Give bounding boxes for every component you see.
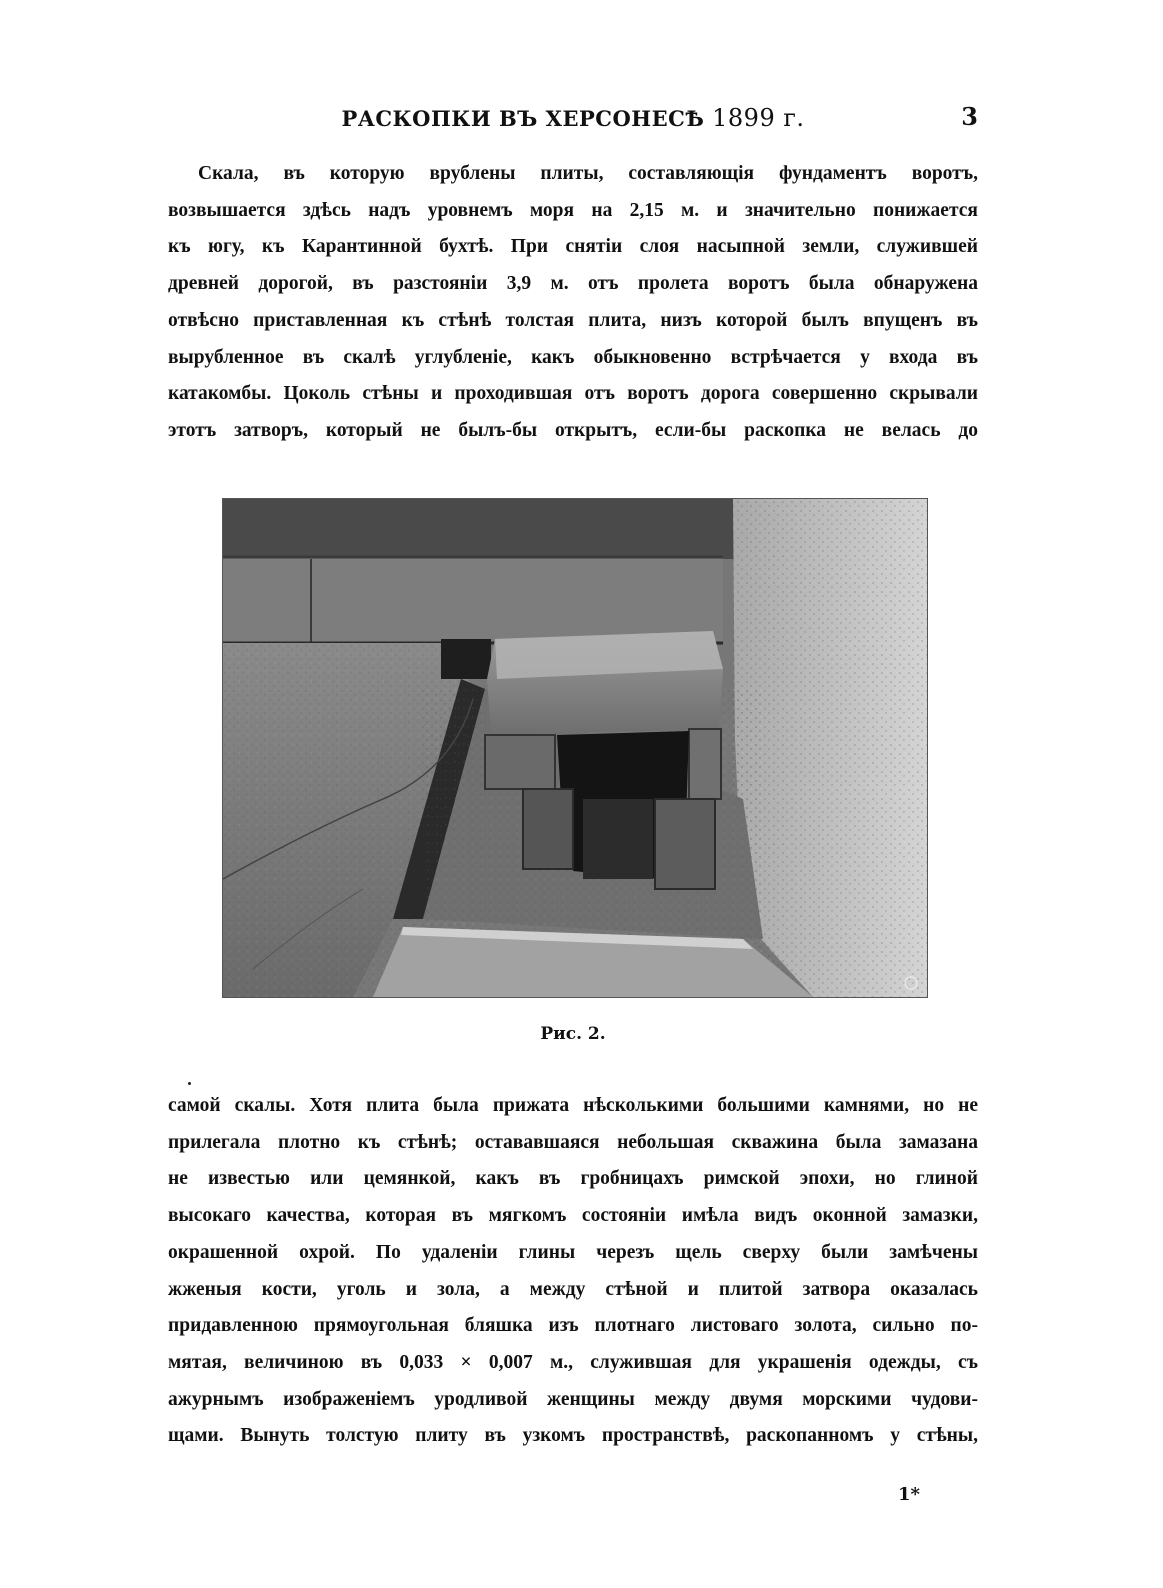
text-line: ажурнымъ изображеніемъ уродливой женщины между двумя морскими чудови-: [168, 1388, 978, 1410]
signature-mark: 1*: [898, 1484, 920, 1505]
text-line: катакомбы. Цоколь стѣны и проходившая отъ воротъ дорога совершенно скрывали: [168, 383, 978, 405]
left-jamb: [485, 735, 555, 789]
figure-caption: Рис. 2.: [540, 1024, 606, 1044]
page-header: [168, 104, 978, 134]
text-line: самой скалы. Хотя плита была прижата нѣсколькими большими камнями, но не: [168, 1095, 978, 1116]
text-line: Скала, въ которую врублены плиты, составляющія фундаментъ воротъ,: [198, 163, 978, 184]
text-line: щами. Вынуть толстую плиту въ узкомъ пространствѣ, раскопанномъ у стѣны,: [168, 1425, 978, 1447]
paragraph-2: [168, 1088, 978, 1455]
text-line: не известью или цемянкой, какъ въ гробницахъ римской эпохи, но глиной: [168, 1168, 978, 1190]
text-line: придавленною прямоугольная бляшка изъ плотнаго листоваго золота, сильно по-: [168, 1315, 978, 1337]
page-number: 3: [961, 102, 978, 131]
text-line: мятая, величиною въ 0,033 × 0,007 м., служившая для украшенія одежды, съ: [168, 1351, 978, 1373]
running-title-text: РАСКОПКИ ВЪ ХЕРСОНЕСѢ: [341, 106, 705, 131]
running-title-year: 1899 г.: [712, 104, 805, 132]
stone-course: [223, 557, 723, 643]
excavation-photo: [223, 499, 927, 997]
margin-dot: [188, 1082, 191, 1085]
text-line: древней дорогой, въ разстояніи 3,9 м. отъ пролета воротъ была обнаружена: [168, 273, 978, 295]
text-line: высокаго качества, которая въ мягкомъ состояніи имѣла видъ оконной замазки,: [168, 1205, 978, 1227]
text-line: возвышается здѣсь надъ уровнемъ моря на 2,15 м. и значительно понижается: [168, 199, 978, 221]
text-line: этотъ затворъ, который не былъ-бы открытъ, если-бы раскопка не велась до: [168, 419, 978, 441]
text-line: вырубленное въ скалѣ углубленіе, какъ обыкновенно встрѣчается у входа въ: [168, 346, 978, 368]
text-line: къ югу, къ Карантинной бухтѣ. При снятіи слоя насыпной земли, служившей: [168, 236, 978, 258]
text-line: окрашенной охрой. По удаленіи глины черезъ щель сверху были замѣчены: [168, 1241, 978, 1263]
top-masonry: [223, 499, 743, 559]
figure-photograph: [222, 498, 928, 998]
text-line: отвѣсно приставленная къ стѣнѣ толстая плита, низъ которой былъ впущенъ въ: [168, 309, 978, 331]
text-line: прилегала плотно къ стѣнѣ; остававшаяся небольшая скважина была замазана: [168, 1131, 978, 1153]
text-line: жженыя кости, уголь и зола, а между стѣной и плитой затвора оказалась: [168, 1278, 978, 1300]
paragraph-1: [168, 156, 978, 450]
right-jamb: [689, 729, 721, 799]
running-title: [168, 104, 978, 132]
